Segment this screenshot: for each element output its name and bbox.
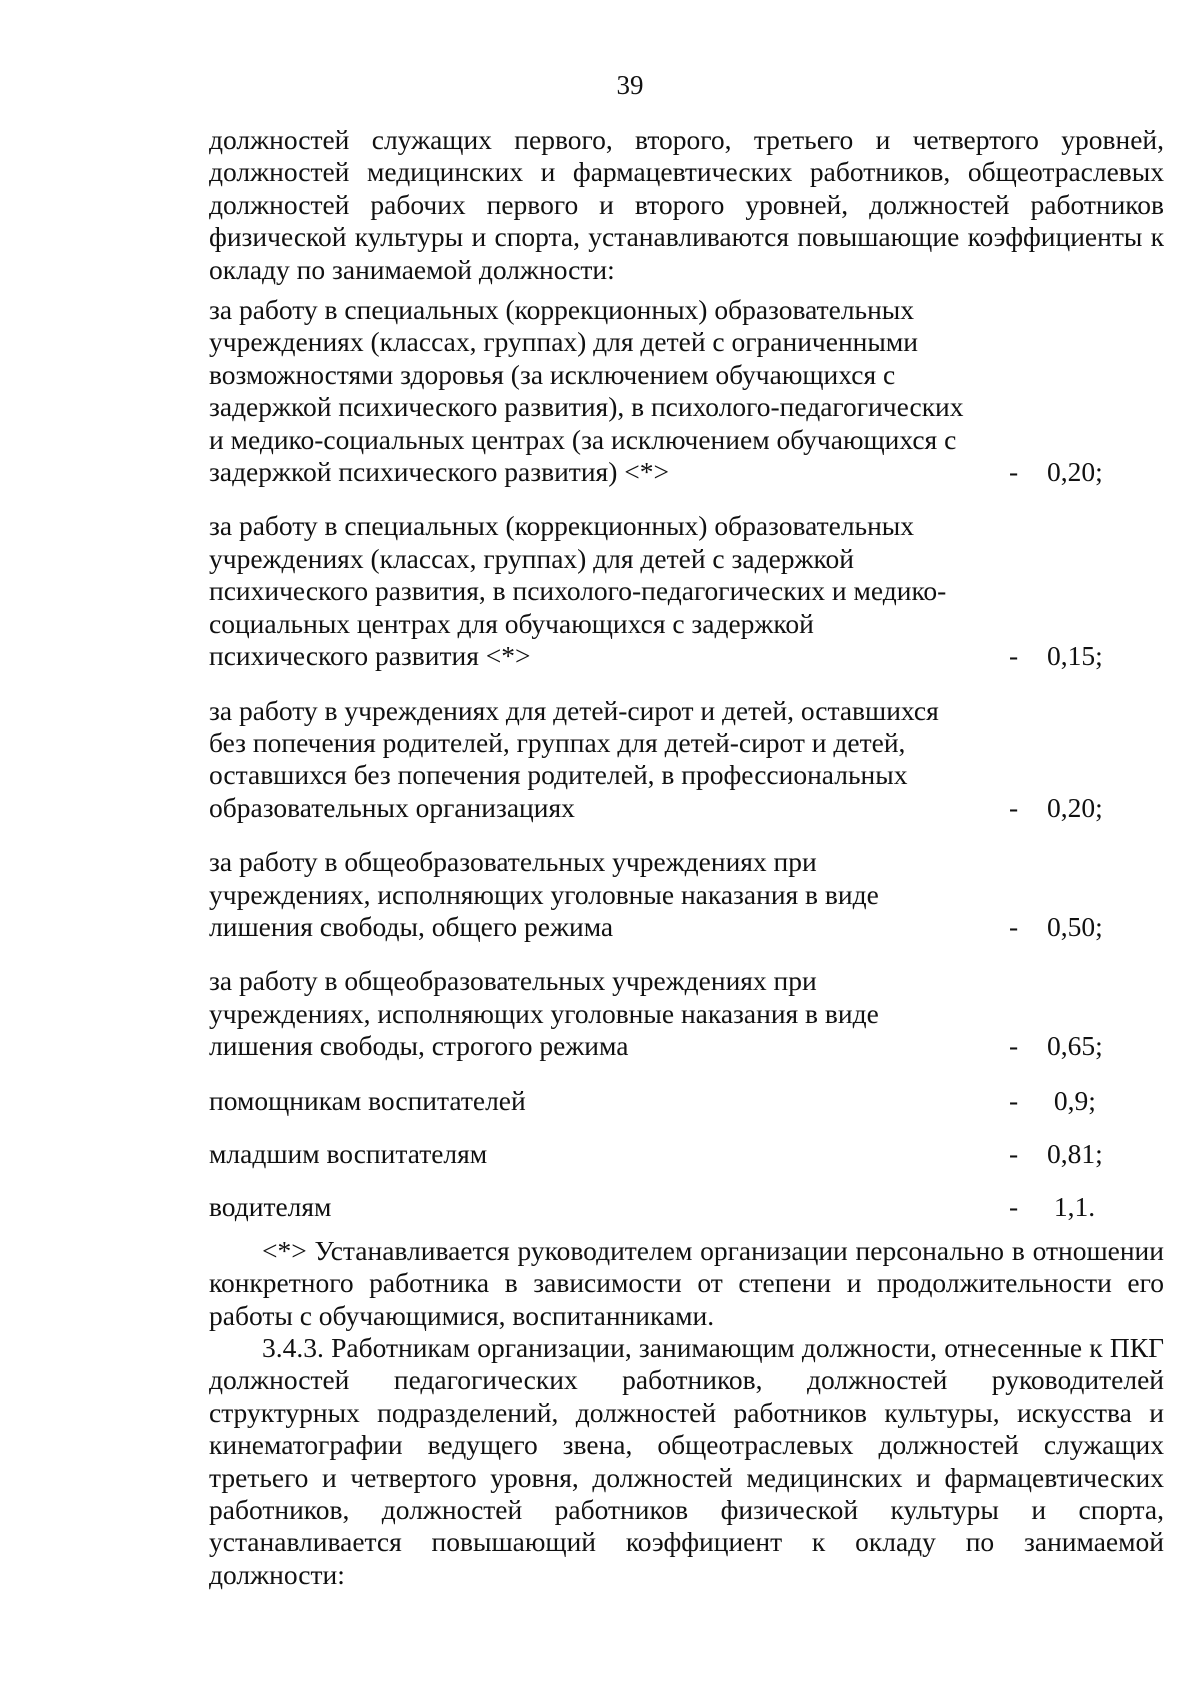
item-line: задержкой психического развития), в психолого-педагогических [209, 391, 964, 423]
coefficient-item-text [209, 1191, 999, 1223]
item-line: водителям [209, 1191, 332, 1223]
item-line: за работу в общеобразовательных учреждениях при [209, 846, 817, 878]
item-line: за работу в специальных (коррекционных) образовательных [209, 510, 915, 542]
item-dash: - [1009, 456, 1019, 488]
item-line: задержкой психического развития) <*> [209, 456, 669, 488]
item-line: за работу в учреждениях для детей-сирот и детей, оставшихся [209, 694, 939, 726]
item-dash: - [1009, 791, 1019, 823]
item-dash: - [1009, 1191, 1019, 1223]
coefficient-item-text [209, 1138, 999, 1170]
coefficient-item [209, 965, 1164, 1062]
coefficient-item [209, 695, 1164, 825]
item-line: без попечения родителей, группах для детей-сирот и детей, [209, 726, 906, 758]
coefficient-item [209, 846, 1164, 943]
item-dash: - [1009, 1030, 1019, 1062]
coefficient-item-text [209, 965, 999, 1062]
coefficient-item-text [209, 1085, 999, 1117]
item-line: социальных центрах для обучающихся с задержкой [209, 607, 814, 639]
coefficient-value: 0,81; [1047, 1137, 1103, 1169]
coefficient-value: 0,15; [1047, 640, 1103, 672]
item-line: психического развития <*> [209, 640, 531, 672]
item-line: учреждениях, исполняющих уголовные наказания в виде [209, 878, 879, 910]
item-dash: - [1009, 1084, 1019, 1116]
item-line: младшим воспитателям [209, 1137, 488, 1169]
item-line: и медико-социальных центрах (за исключением обучающихся с [209, 423, 957, 455]
item-dash: - [1009, 1137, 1019, 1169]
document-body [209, 124, 1164, 1591]
item-line: за работу в специальных (коррекционных) образовательных [209, 294, 915, 326]
coefficient-item-text [209, 294, 999, 488]
coefficient-value: 1,1. [1047, 1191, 1096, 1223]
item-line: учреждениях (классах, группах) для детей с задержкой [209, 542, 854, 574]
coefficient-item [209, 1085, 1164, 1117]
coefficient-item [209, 510, 1164, 672]
item-dash: - [1009, 910, 1019, 942]
footnote: <*> Устанавливается руководителем организации персонально в отношении конкретного работника в зависимости от степени и продолжительности его работы с обучающимися, воспитанниками. [209, 1234, 1164, 1331]
item-dash: - [1009, 640, 1019, 672]
item-line: оставшихся без попечения родителей, в профессиональных [209, 759, 908, 791]
coefficient-item-text [209, 510, 999, 672]
item-line: помощникам воспитателей [209, 1084, 526, 1116]
section-paragraph: 3.4.3. Работникам организации, занимающим должности, отнесенные к ПКГ должностей педагогических работников, должностей руководителей структурных подразделений, должностей работников культуры, искусства и кинематографии ведущего звена, общеотраслевых должностей служащих третьего и четвертого уровня, должностей медицинских и фармацевтических работников, должностей работников физической культуры и спорта, устанавливается повышающий коэффициент к окладу по занимаемой должности: [209, 1332, 1164, 1590]
coefficient-value: 0,50; [1047, 910, 1103, 942]
coefficient-value: 0,9; [1047, 1084, 1096, 1116]
coefficient-item [209, 1138, 1164, 1170]
coefficient-value: 0,65; [1047, 1030, 1103, 1062]
coefficient-item-text [209, 695, 999, 825]
coefficient-list [209, 294, 1164, 1224]
coefficient-value: 0,20; [1047, 791, 1103, 823]
item-line: образовательных организациях [209, 791, 575, 823]
item-line: за работу в общеобразовательных учреждениях при [209, 965, 817, 997]
item-line: возможностями здоровья (за исключением обучающихся с [209, 358, 896, 390]
item-line: психического развития, в психолого-педагогических и медико- [209, 575, 947, 607]
coefficient-value: 0,20; [1047, 456, 1103, 488]
coefficient-item [209, 1191, 1164, 1223]
item-line: лишения свободы, общего режима [209, 910, 614, 942]
item-line: лишения свободы, строгого режима [209, 1030, 629, 1062]
coefficient-item [209, 294, 1164, 488]
item-line: учреждениях (классах, группах) для детей с ограниченными [209, 326, 918, 358]
page-number: 39 [616, 70, 644, 100]
item-line: учреждениях, исполняющих уголовные наказания в виде [209, 997, 879, 1029]
intro-paragraph: должностей служащих первого, второго, третьего и четвертого уровней, должностей медицинских и фармацевтических работников, общеотраслевых должностей рабочих первого и второго уровней, должностей работников физической культуры и спорта, устанавливаются повышающие коэффициенты к окладу по занимаемой должности: [209, 124, 1164, 285]
coefficient-item-text [209, 846, 999, 943]
